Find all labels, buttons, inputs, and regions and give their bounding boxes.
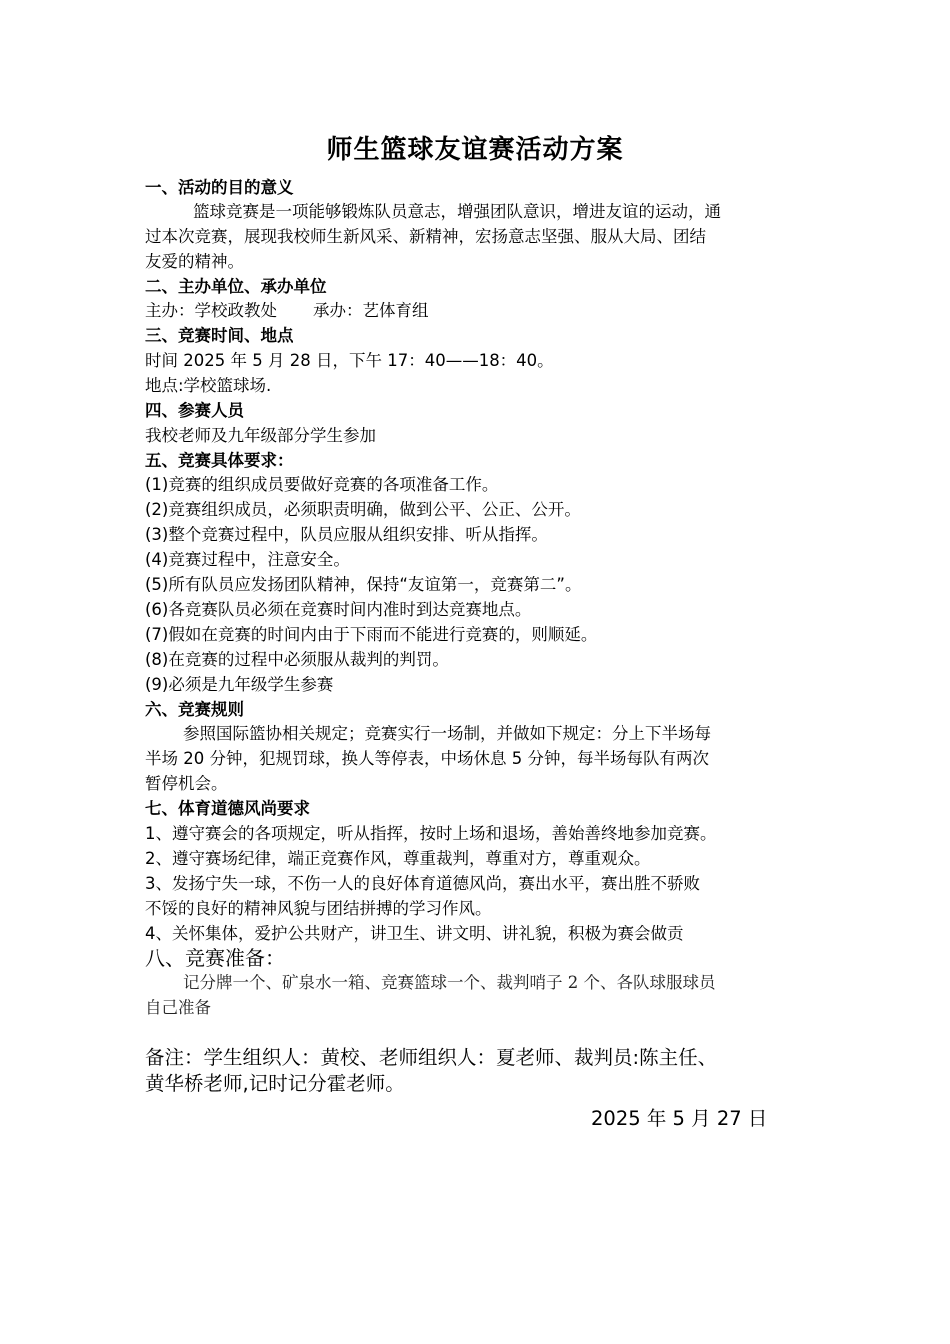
section-2-heading: 二、主办单位、承办单位 xyxy=(145,277,327,296)
section-4-heading: 四、参赛人员 xyxy=(145,401,244,420)
section-8-heading: 八、竞赛准备： xyxy=(145,946,285,970)
participants-text: 我校老师及九年级部分学生参加 xyxy=(145,426,376,445)
sportsmanship-line-4: 不馁的良好的精神风貌与团结拼搏的学习作风。 xyxy=(145,899,492,918)
requirement-item: (8)在竞赛的过程中必须服从裁判的判罚。 xyxy=(145,650,449,669)
sportsmanship-line-5: 4、关怀集体，爱护公共财产，讲卫生、讲文明、讲礼貌，积极为赛会做贡 xyxy=(145,924,684,943)
section-7-heading: 七、体育道德风尚要求 xyxy=(145,799,310,818)
section-1-heading: 一、活动的目的意义 xyxy=(145,178,294,197)
requirement-item: (7)假如在竞赛的时间内由于下雨而不能进行竞赛的，则顺延。 xyxy=(145,625,598,644)
section-5-heading: 五、竞赛具体要求： xyxy=(145,451,294,470)
section-1-paragraph-line-3: 友爱的精神。 xyxy=(145,252,244,271)
note-line-2: 黄华桥老师,记时记分霍老师。 xyxy=(145,1072,405,1095)
requirement-item: (9)必须是九年级学生参赛 xyxy=(145,675,334,694)
requirement-item: (3)整个竞赛过程中，队员应服从组织安排、听从指挥。 xyxy=(145,525,548,544)
section-3-heading: 三、竞赛时间、地点 xyxy=(145,326,294,345)
preparation-line-1: 记分牌一个、矿泉水一箱、竞赛篮球一个、裁判哨子 2 个、各队球服球员 xyxy=(183,973,716,992)
competition-place: 地点:学校篮球场. xyxy=(145,376,272,395)
preparation-line-2: 自己准备 xyxy=(145,998,211,1017)
section-1-paragraph-line-2: 过本次竞赛，展现我校师生新风采、新精神，宏扬意志坚强、服从大局、团结 xyxy=(145,227,706,246)
document-title: 师生篮球友谊赛活动方案 xyxy=(326,135,624,165)
sportsmanship-line-3: 3、发扬宁失一球，不伤一人的良好体育道德风尚，赛出水平，赛出胜不骄败 xyxy=(145,874,700,893)
rules-paragraph-line-3: 暂停机会。 xyxy=(145,774,228,793)
section-2-units xyxy=(145,299,815,323)
document-date: 2025 年 5 月 27 日 xyxy=(591,1107,768,1130)
organizer-unit: 承办：艺体育组 xyxy=(313,301,429,320)
sportsmanship-line-1: 1、遵守赛会的各项规定，听从指挥，按时上场和退场，善始善终地参加竞赛。 xyxy=(145,824,717,843)
section-1-paragraph-line-1: 篮球竞赛是一项能够锻炼队员意志，增强团队意识，增进友谊的运动，通 xyxy=(193,202,721,221)
requirement-item: (5)所有队员应发扬团队精神，保持“友谊第一，竞赛第二”。 xyxy=(145,575,582,594)
note-line-1: 备注：学生组织人：黄校、老师组织人：夏老师、裁判员:陈主任、 xyxy=(145,1046,718,1069)
rules-paragraph-line-2: 半场 20 分钟，犯规罚球，换人等停表，中场休息 5 分钟，每半场每队有两次 xyxy=(145,749,709,768)
requirement-item: (2)竞赛组织成员，必须职责明确，做到公平、公正、公开。 xyxy=(145,500,581,519)
rules-paragraph-line-1: 参照国际篮协相关规定；竞赛实行一场制，并做如下规定：分上下半场每 xyxy=(183,724,711,743)
requirement-item: (4)竞赛过程中，注意安全。 xyxy=(145,550,350,569)
requirement-item: (6)各竞赛队员必须在竞赛时间内准时到达竞赛地点。 xyxy=(145,600,532,619)
section-6-heading: 六、竞赛规则 xyxy=(145,700,244,719)
competition-time: 时间 2025 年 5 月 28 日，下午 17：40——18：40。 xyxy=(145,351,554,370)
sportsmanship-line-2: 2、遵守赛场纪律，端正竞赛作风，尊重裁判，尊重对方，尊重观众。 xyxy=(145,849,651,868)
requirement-item: (1)竞赛的组织成员要做好竞赛的各项准备工作。 xyxy=(145,475,499,494)
host-unit: 主办：学校政教处 xyxy=(145,301,277,320)
